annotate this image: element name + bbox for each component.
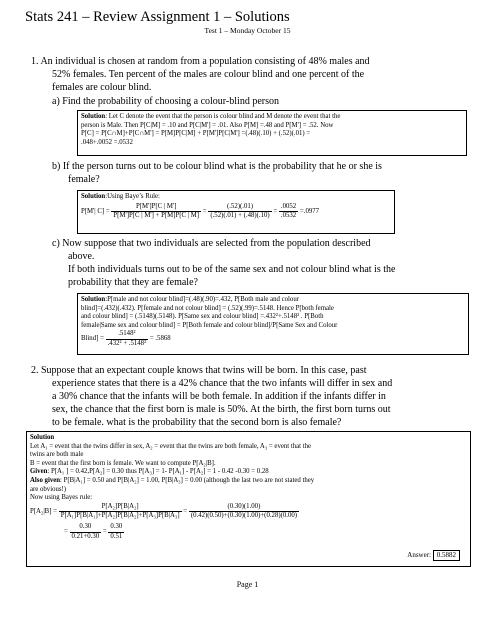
q1c-blind-label: Blind] =: [81, 335, 104, 343]
q1c-label-line2: above.: [68, 251, 95, 262]
q2-also-given-text2: are obvious!): [30, 485, 67, 493]
q2-fraction-step4: [108, 523, 124, 541]
q1b-f1-numerator: P[M']P[C | M']: [111, 203, 201, 213]
q1b-fraction-values: [208, 203, 271, 221]
q2-solution-heading: Solution: [30, 434, 55, 441]
q1c-fraction: [106, 330, 149, 348]
q2-text-line4: sex, the chance that the first born is male is 50%. At the birth, the first born turns out: [52, 404, 391, 415]
q2-fraction-formula: [59, 503, 182, 521]
q2-text-line2: experience states that there is a 42% chance that the two infants will differ in sex and: [52, 378, 393, 389]
q2-also-given-text: : P[B|A₁] = 0.50 and P[B|A₂] = 1.00, P[B|A₃] = 0.00 (although the last two are not stated they: [60, 476, 315, 484]
q2-f1-denominator: P[A₁]P[B|A₁]+P[A₂]P[B|A₂]+P[A₃]P[B|A₃]: [60, 512, 180, 520]
q1b-solution-lead: Solution: [81, 193, 106, 200]
q2-f4-numerator: 0.30: [108, 523, 124, 533]
q1b-lhs: P[M'| C] =: [81, 207, 110, 215]
q1b-solution-box: Solution:Using Baye’s Rule: P[M'| C] = $\frac{P[M']P[C | M']}{P[M']P[C | M'] + P[M]P[C | M]}$ = $\frac{(.52)(.01)}{(.52)(.01) + (.48)(.10)}$ = $\frac{.0052}{.0532}$ =.0977: [77, 190, 395, 234]
q1c-result: = .5868: [149, 335, 171, 343]
q1a-solution-line2: person is Male. Then P[C|M] = .10 and P[C|M'] = .01. Also P[M] =.48 and P[M'] = .52. Now: [81, 121, 334, 129]
q2-text-line1: 2. Suppose that an expectant couple knows that twins will be born. In this case, past: [31, 365, 367, 376]
q1c-solution-line2: blind]=(.432)(.432). P[female and not colour blind] = (.52)(.99)=.5148. Hence P[both female: [81, 304, 334, 312]
q2-fraction-step3: [70, 523, 102, 541]
q1a-solution-line3: P[C] = P[C∩M]+P[C∩M'] = P[M]P[C|M] + P[M']P[C|M'] =(.48)(.10) + (.52)(.01) =: [81, 130, 311, 138]
q2-text-line5: to be female. what is the probability that the second born is also female?: [52, 417, 342, 428]
q1c-label-line3: If both individuals turns out to be of the same sex and not colour blind what is the: [68, 264, 396, 275]
q1c-label-line1: c) Now suppose that two individuals are selected from the population described: [52, 238, 371, 249]
q2-fraction-values: [189, 503, 299, 521]
q2-solution-box: Solution Let A₁ = event that the twins differ in sex, A₂ = event that the twins are both female, A₃ = event that the twins are both male B = event that the first born is female. We want to compute P[A₂|B]. Given: P[A₁ ] = 0.42,P[A₂] = 0.30 thus P[A₃] = 1- P[A₁] - P[A₂] = 1 - 0.42 -0.30 = 0.28 Also given: P[B|A₁] = 0.50 and P[B|A₂] = 1.00, P[B|A₃] = 0.00 (although the last two are not stated they are obvious!) Now using Bayes rule: P[A₂|B] = $\frac{\text{P[A₂]P[B|A₂]}}{\text{P[A₁]P[B|A₁]+P[A₂]P[B|A₂]+P[A₃]P[B|A₃]}}$ = $\frac{(0.30)(1.00)}{(0.42)(0.50)+(0.30)(1.00)+(0.28)(0.00)}$ = $\frac{0.30}{0.21+0.30}$ = $\frac{0.30}{0.51}$ Answer: 0.5882: [26, 431, 471, 567]
q2-f3-denominator: 0.21+0.30: [71, 532, 100, 540]
q1b-label-line2: female?: [68, 174, 100, 185]
q2-answer-value: 0.5882: [433, 550, 460, 561]
q1c-solution-box: [77, 293, 469, 355]
q1b-f3-denominator: .0532: [280, 212, 297, 220]
page-subtitle: Test 1 – Monday October 15: [204, 26, 291, 35]
q1a-solution-box: [77, 110, 467, 156]
q2-also-given-lead: Also given: [30, 476, 61, 484]
q1c-solution-line1: :P[male and not colour blind]=(.48)(.90)=.432, P[Both male and colour: [105, 296, 299, 303]
q1b-result: =.0977: [299, 207, 320, 215]
page-footer: Page 1: [236, 580, 259, 589]
q2-answer-label: Answer:: [407, 551, 431, 560]
q1a-solution-line1: : Let C denote the event that the person is colour blind and M denote the event that the: [105, 113, 341, 120]
q1b-f1-denominator: P[M']P[C | M'] + P[M]P[C | M]: [113, 212, 200, 220]
q2-text-line3: a 30% chance that the infants will be both female. In addition if the infants differ in: [52, 391, 386, 402]
q2-solution-line3: B = event that the first born is female. We want to compute P[A₂|B].: [30, 459, 216, 467]
q1-text-line2: 52% females. Ten percent of the males are colour blind and one percent of the: [52, 69, 365, 80]
q1a-label: a) Find the probability of choosing a colour-blind person: [52, 96, 279, 107]
q1a-solution-lead: Solution: [81, 113, 106, 120]
q1b-f2-numerator: (.52)(.01): [208, 203, 271, 213]
q1c-label-line4: probability that they are female?: [68, 277, 198, 288]
q1b-f3-numerator: .0052: [279, 203, 298, 213]
q1b-fraction-formula: [111, 203, 201, 221]
q2-f2-denominator: (0.42)(0.50)+(0.30)(1.00)+(0.28)(0.00): [190, 512, 298, 520]
q2-answer: [407, 550, 460, 561]
q1b-solution-line1: :Using Baye’s Rule:: [105, 193, 160, 200]
q2-bayes-intro: Now using Bayes rule:: [30, 494, 93, 502]
q1a-solution-line4: .048+.0052 =.0532: [81, 138, 133, 146]
q2-f4-denominator: 0.51: [110, 532, 123, 540]
q1b-label-line1: b) If the person turns out to be colour blind what is the probability that he or she is: [52, 161, 382, 172]
q1b-fraction-result: [279, 203, 298, 221]
q1c-numerator: .5148²: [106, 330, 149, 340]
q1-text-line1: 1. An individual is chosen at random from a population consisting of 48% males and: [31, 56, 370, 67]
q2-f1-numerator: P[A₂]P[B|A₂]: [59, 503, 182, 513]
q2-f3-numerator: 0.30: [70, 523, 102, 533]
q1c-solution-lead: Solution: [81, 296, 106, 303]
q1c-solution-line4: female|Same sex and colour blind] = P[Both female and colour blind]/P[Same Sex and Colour: [81, 321, 338, 329]
q2-lhs: P[A₂|B] =: [30, 507, 58, 515]
q1b-f2-denominator: (.52)(.01) + (.48)(.10): [210, 212, 270, 220]
q2-solution-line1: Let A₁ = event that the twins differ in sex, A₂ = event that the twins are both female, A₃ = event that the: [30, 442, 312, 450]
page-title: Stats 241 – Review Assignment 1 – Solutions: [25, 9, 290, 25]
q1-text-line3: females are colour blind.: [52, 82, 152, 93]
q2-solution-line2: twins are both male: [30, 451, 84, 459]
q2-given-lead: Given: [30, 468, 48, 476]
q2-given-text: : P[A₁ ] = 0.42,P[A₂] = 0.30 thus P[A₃] = 1- P[A₁] - P[A₂] = 1 - 0.42 -0.30 = 0.28: [47, 468, 269, 476]
q1c-denominator: .432² + .5148²: [107, 339, 147, 347]
q2-f2-numerator: (0.30)(1.00): [189, 503, 299, 513]
q1c-solution-line3: and colour blind] = (.5148)(.5148). P[Same sex and colour blind] =.432²+.5148² . P[Both: [81, 313, 324, 321]
